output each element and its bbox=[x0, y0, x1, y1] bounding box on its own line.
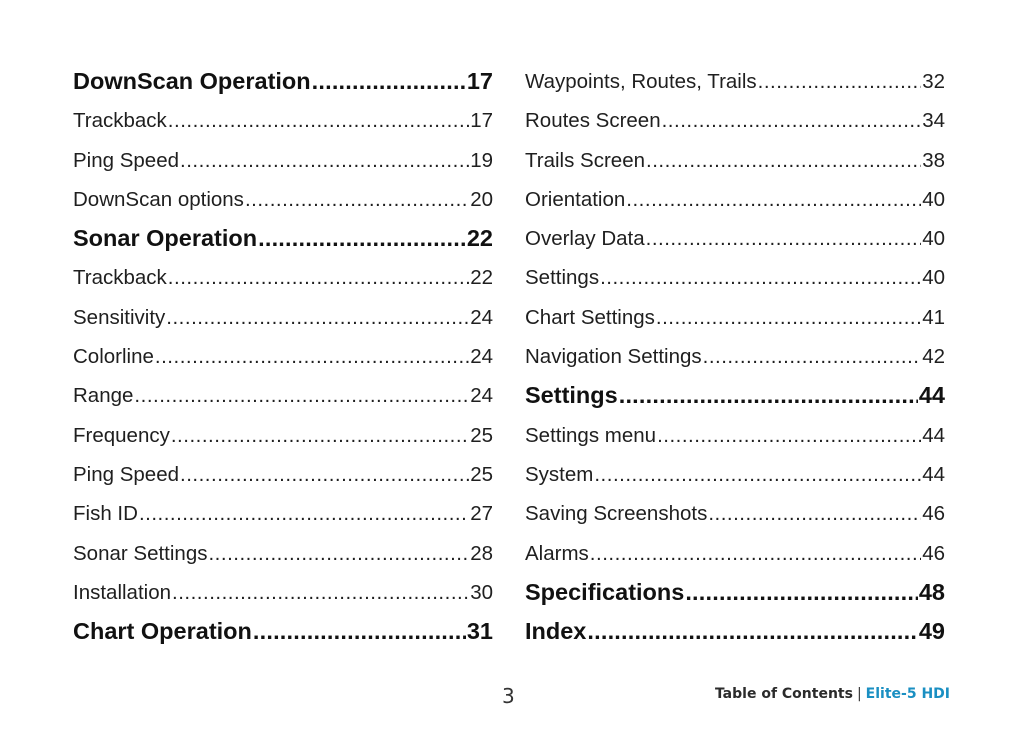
toc-section-heading[interactable] bbox=[525, 612, 945, 651]
toc-entry-title: Settings bbox=[525, 382, 618, 409]
dot-leader bbox=[646, 219, 922, 258]
toc-entry-title: Orientation bbox=[525, 187, 626, 211]
toc-entry[interactable] bbox=[525, 258, 945, 297]
toc-entry-page: 24 bbox=[470, 384, 493, 408]
toc-section-heading[interactable] bbox=[73, 612, 493, 651]
toc-entry-title: Chart Operation bbox=[73, 618, 252, 645]
toc-entry[interactable] bbox=[525, 416, 945, 455]
toc-entry[interactable] bbox=[73, 337, 493, 376]
toc-entry-page: 24 bbox=[470, 305, 493, 329]
toc-entry-title: Settings menu bbox=[525, 423, 657, 447]
toc-entry-page: 49 bbox=[918, 618, 945, 645]
toc-entry-title: Range bbox=[73, 384, 134, 408]
toc-section-heading[interactable] bbox=[525, 376, 945, 415]
toc-entry-page: 32 bbox=[922, 70, 945, 93]
dot-leader bbox=[168, 258, 469, 297]
toc-entry-title: Ping Speed bbox=[73, 148, 180, 172]
dot-leader bbox=[245, 180, 469, 219]
toc-entry-page: 17 bbox=[466, 68, 493, 94]
dot-leader bbox=[180, 141, 469, 180]
toc-entry-title: DownScan options bbox=[73, 187, 244, 211]
dot-leader bbox=[600, 258, 921, 297]
dot-leader bbox=[168, 101, 469, 140]
dot-leader bbox=[208, 534, 469, 573]
dot-leader bbox=[662, 101, 922, 140]
dot-leader bbox=[134, 376, 469, 415]
toc-entry[interactable] bbox=[73, 298, 493, 337]
toc-section-heading[interactable] bbox=[73, 219, 493, 258]
dot-leader bbox=[657, 416, 921, 455]
toc-entry-page: 31 bbox=[466, 618, 493, 645]
toc-section-heading[interactable] bbox=[73, 62, 493, 101]
dot-leader bbox=[594, 455, 921, 494]
toc-entry-page: 44 bbox=[918, 382, 945, 409]
toc-entry-title: Ping Speed bbox=[73, 462, 180, 486]
dot-leader bbox=[253, 612, 466, 651]
toc-entry-title: Settings bbox=[525, 266, 600, 290]
footer-label bbox=[715, 686, 950, 702]
toc-entry-title: Index bbox=[525, 618, 587, 645]
toc-entry-title: Specifications bbox=[525, 578, 685, 605]
toc-entry-page: 27 bbox=[470, 502, 493, 526]
toc-entry[interactable] bbox=[525, 180, 945, 219]
toc-entry-title: Chart Settings bbox=[525, 305, 655, 329]
dot-leader bbox=[590, 534, 921, 573]
toc-entry[interactable] bbox=[525, 141, 945, 180]
toc-entry-page: 46 bbox=[922, 502, 945, 526]
toc-entry[interactable] bbox=[73, 494, 493, 533]
toc-entry[interactable] bbox=[73, 258, 493, 297]
dot-leader bbox=[258, 219, 466, 258]
toc-entry[interactable] bbox=[73, 101, 493, 140]
dot-leader bbox=[587, 612, 917, 651]
toc-entry[interactable] bbox=[525, 494, 945, 533]
toc-entry-page: 48 bbox=[918, 578, 945, 605]
toc-entry-title: Sonar Settings bbox=[73, 541, 208, 565]
toc-entry-title: Navigation Settings bbox=[525, 345, 702, 369]
page-number: 3 bbox=[502, 684, 515, 708]
toc-entry[interactable] bbox=[73, 180, 493, 219]
toc-entry-page: 40 bbox=[922, 227, 945, 251]
toc-entry-page: 44 bbox=[922, 462, 945, 486]
footer-product-name: Elite-5 HDI bbox=[865, 686, 950, 702]
toc-entry[interactable] bbox=[73, 534, 493, 573]
toc-entry[interactable] bbox=[525, 337, 945, 376]
toc-entry-title: Trackback bbox=[73, 109, 167, 133]
dot-leader bbox=[758, 62, 922, 101]
footer-separator: | bbox=[856, 686, 862, 702]
toc-entry[interactable] bbox=[525, 298, 945, 337]
toc-entry[interactable] bbox=[73, 573, 493, 612]
toc-section-heading[interactable] bbox=[525, 573, 945, 612]
toc-entry-title: Fish ID bbox=[73, 502, 138, 526]
toc-entry-title: Saving Screenshots bbox=[525, 502, 708, 526]
toc-entry-page: 28 bbox=[470, 541, 493, 565]
toc-entry-page: 20 bbox=[470, 187, 493, 211]
toc-entry-page: 44 bbox=[922, 423, 945, 447]
toc-entry-page: 40 bbox=[922, 266, 945, 290]
toc-entry-page: 25 bbox=[470, 462, 493, 486]
toc-entry[interactable] bbox=[525, 62, 945, 101]
toc-entry-page: 40 bbox=[922, 187, 945, 211]
toc-entry-page: 19 bbox=[470, 148, 493, 172]
toc-entry-page: 22 bbox=[470, 266, 493, 290]
dot-leader bbox=[656, 298, 921, 337]
dot-leader bbox=[685, 573, 918, 612]
toc-entry-page: 34 bbox=[922, 109, 945, 133]
dot-leader bbox=[166, 298, 469, 337]
toc-entry-page: 25 bbox=[470, 423, 493, 447]
toc-entry-page: 24 bbox=[470, 345, 493, 369]
toc-entry[interactable] bbox=[525, 455, 945, 494]
toc-entry-page: 22 bbox=[466, 225, 493, 252]
toc-entry-title: DownScan Operation bbox=[73, 68, 311, 94]
toc-entry[interactable] bbox=[73, 141, 493, 180]
dot-leader bbox=[172, 573, 469, 612]
toc-entry[interactable] bbox=[525, 101, 945, 140]
toc-entry-title: Alarms bbox=[525, 541, 589, 565]
toc-entry-title: Trackback bbox=[73, 266, 167, 290]
toc-entry-title: Overlay Data bbox=[525, 227, 645, 251]
toc-entry-page: 41 bbox=[922, 305, 945, 329]
dot-leader bbox=[619, 376, 918, 415]
toc-entry-title: Sonar Operation bbox=[73, 225, 258, 252]
toc-entry-page: 30 bbox=[470, 580, 493, 604]
toc-entry-title: Sensitivity bbox=[73, 305, 166, 329]
toc-entry-title: Installation bbox=[73, 580, 172, 604]
dot-leader bbox=[139, 494, 469, 533]
toc-entry[interactable] bbox=[525, 534, 945, 573]
toc-entry[interactable] bbox=[73, 455, 493, 494]
toc-entry-page: 38 bbox=[922, 148, 945, 172]
toc-entry-title: System bbox=[525, 462, 594, 486]
dot-leader bbox=[155, 337, 469, 376]
toc-entry-title: Frequency bbox=[73, 423, 170, 447]
toc-left-column bbox=[73, 62, 493, 651]
dot-leader bbox=[703, 337, 922, 376]
toc-entry-title: Routes Screen bbox=[525, 109, 661, 133]
toc-entry-page: 46 bbox=[922, 541, 945, 565]
dot-leader bbox=[180, 455, 469, 494]
dot-leader bbox=[171, 416, 469, 455]
dot-leader bbox=[708, 494, 921, 533]
toc-entry-title: Trails Screen bbox=[525, 148, 645, 172]
toc-entry-title: Colorline bbox=[73, 345, 154, 369]
footer-section-title: Table of Contents bbox=[714, 686, 853, 702]
toc-entry-page: 42 bbox=[922, 345, 945, 369]
dot-leader bbox=[646, 141, 921, 180]
dot-leader bbox=[626, 180, 921, 219]
toc-entry[interactable] bbox=[525, 219, 945, 258]
toc-entry-title: Waypoints, Routes, Trails bbox=[525, 70, 757, 93]
dot-leader bbox=[312, 62, 466, 101]
toc-entry[interactable] bbox=[73, 376, 493, 415]
toc-entry-page: 17 bbox=[470, 109, 493, 133]
toc-entry[interactable] bbox=[73, 416, 493, 455]
toc-right-column bbox=[525, 62, 945, 651]
